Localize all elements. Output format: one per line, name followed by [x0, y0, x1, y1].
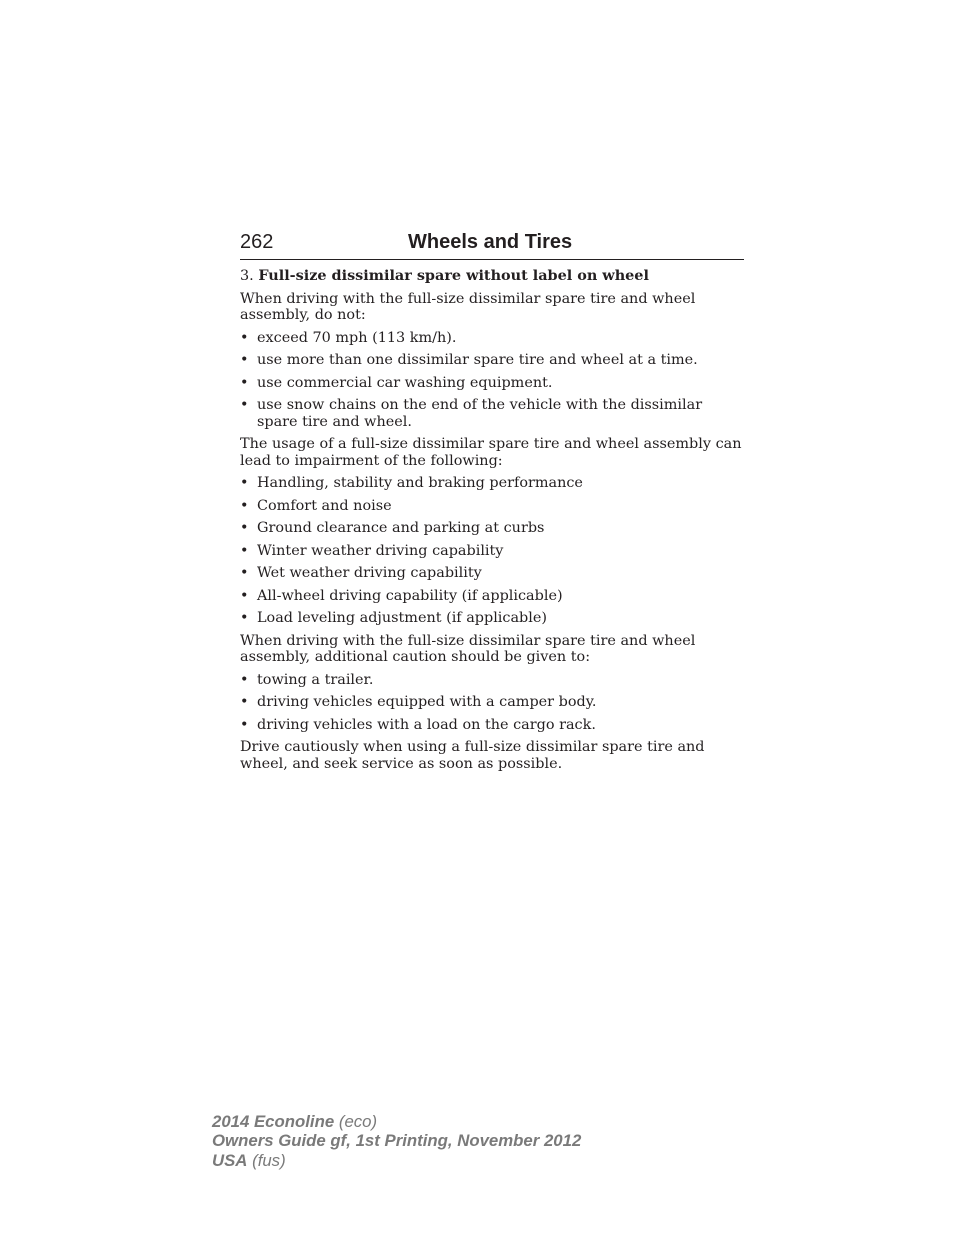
list-item	[240, 397, 745, 430]
list-item	[240, 375, 745, 392]
list-item	[240, 610, 745, 627]
bullet-icon: •	[240, 565, 249, 581]
paragraph-impairment: The usage of a full-size dissimilar spare tire and wheel assembly can lead to impairment of the following:	[240, 436, 742, 469]
bullet-icon: •	[240, 329, 249, 346]
item-number: 3.	[240, 268, 254, 284]
list-item	[240, 672, 745, 689]
footer-model: 2014 Econoline	[212, 1112, 335, 1131]
paragraph-caution: When driving with the full-size dissimilar spare tire and wheel assembly, additional caution should be given to:	[240, 632, 696, 665]
page-number: 262	[240, 231, 274, 253]
footer-model-code: (eco)	[334, 1112, 378, 1131]
item-heading	[240, 268, 745, 285]
section-title: Wheels and Tires	[408, 231, 573, 253]
footer-printing: Owners Guide gf, 1st Printing, November 2012	[212, 1131, 582, 1151]
list-item-text: use more than one dissimilar spare tire and wheel at a time.	[257, 352, 698, 368]
footer-market-code: (fus)	[247, 1150, 286, 1170]
bullet-list-impairments	[240, 475, 745, 627]
list-item	[240, 475, 745, 492]
bullet-list-caution	[240, 672, 745, 734]
bullet-icon: •	[240, 520, 249, 536]
bullet-icon: •	[240, 587, 249, 604]
list-item-text: use commercial car washing equipment.	[257, 374, 553, 391]
list-item-text: Handling, stability and braking performance	[257, 475, 583, 491]
bullet-icon: •	[240, 716, 249, 733]
list-item	[240, 498, 745, 515]
footer-market: USA	[212, 1150, 248, 1170]
list-item-text: use snow chains on the end of the vehicle with the dissimilar spare tire and wheel.	[257, 397, 703, 430]
list-item	[240, 520, 745, 537]
page-footer	[212, 1112, 581, 1170]
footer-line-market	[212, 1151, 581, 1170]
list-item	[240, 543, 745, 560]
list-item-text: Ground clearance and parking at curbs	[257, 520, 545, 536]
bullet-icon: •	[240, 374, 249, 391]
list-item	[240, 565, 745, 582]
paragraph-drive-cautiously: Drive cautiously when using a full-size dissimilar spare tire and wheel, and seek service as soon as possible.	[240, 739, 705, 772]
list-item	[240, 330, 745, 347]
list-item	[240, 352, 745, 369]
bullet-icon: •	[240, 397, 249, 413]
list-item-text: Wet weather driving capability	[257, 565, 482, 581]
bullet-icon: •	[240, 610, 249, 626]
list-item-text: Load leveling adjustment (if applicable)	[257, 610, 547, 626]
list-item	[240, 717, 745, 734]
bullet-icon: •	[240, 475, 249, 491]
list-item-text: Winter weather driving capability	[257, 542, 504, 559]
bullet-icon: •	[240, 671, 249, 688]
list-item	[240, 694, 745, 711]
list-item-text: driving vehicles equipped with a camper body.	[257, 694, 597, 710]
bullet-icon: •	[240, 352, 249, 368]
item-title: Full-size dissimilar spare without label on wheel	[258, 267, 649, 284]
page-content	[240, 268, 745, 778]
bullet-list-restrictions	[240, 330, 745, 431]
list-item-text: towing a trailer.	[257, 671, 374, 688]
list-item-text: All-wheel driving capability (if applicable)	[257, 587, 563, 604]
footer-line-model	[212, 1112, 581, 1131]
bullet-icon: •	[240, 497, 249, 514]
page-header	[240, 229, 744, 260]
list-item-text: Comfort and noise	[257, 497, 392, 514]
bullet-icon: •	[240, 694, 249, 710]
list-item	[240, 588, 745, 605]
list-item-text: exceed 70 mph (113 km/h).	[257, 329, 457, 346]
paragraph-do-not: When driving with the full-size dissimilar spare tire and wheel assembly, do not:	[240, 290, 696, 323]
bullet-icon: •	[240, 542, 249, 559]
list-item-text: driving vehicles with a load on the cargo rack.	[257, 716, 596, 733]
